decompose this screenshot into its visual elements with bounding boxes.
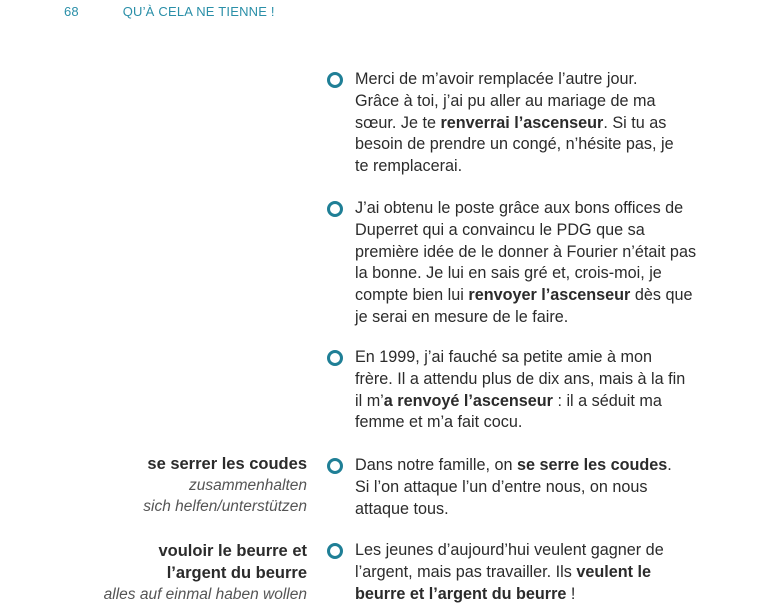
bold-expression: se serre les coudes xyxy=(516,456,668,474)
text-run: J’ai obtenu le poste grâce aux bons offices de Duperret qui a convaincu le PDG que sa première idée de le donner à Fourier n’était pas la bonne. Je lui en sais gré et, crois-moi, je compte bien lui xyxy=(355,199,697,305)
example-paragraph xyxy=(355,347,690,434)
text-run: Merci de m’avoir remplacée l’autre jour. Grâce à toi, j’ai pu aller au mariage de ma sœur. Je te xyxy=(355,70,656,132)
text-run: dès que je serai en mesure de le faire. xyxy=(355,286,693,326)
example-paragraph xyxy=(355,198,707,329)
expression-translation: alles auf einmal haben wollen xyxy=(103,586,307,603)
bold-expression: a renvoyé l’ascenseur xyxy=(383,391,553,410)
text-run: Les jeunes d’aujourd’hui veulent gagner de l’argent, mais pas travailler. Ils xyxy=(355,541,664,581)
bullet-icon xyxy=(327,350,343,366)
example-entry xyxy=(327,69,727,178)
text-run: : il a séduit ma femme et m’a fait cocu. xyxy=(355,391,662,432)
expression-term: l’argent du beurre xyxy=(166,564,307,582)
bold-expression: renverrai l’ascenseur xyxy=(440,113,604,132)
running-header xyxy=(64,4,275,19)
example-paragraph xyxy=(355,455,690,520)
bold-expression: veulent le beurre et l’argent du beurre xyxy=(355,562,651,603)
example-entry xyxy=(327,455,727,520)
chapter-title: QU’À CELA NE TIENNE ! xyxy=(122,4,275,19)
text-run: ! xyxy=(566,584,576,603)
bullet-icon xyxy=(327,543,343,559)
text-run: . Si l’on attaque l’un d’entre nous, on nous attaque tous. xyxy=(355,456,672,518)
bold-expression: renvoyer l’ascenseur xyxy=(468,286,631,305)
page-number: 68 xyxy=(64,4,79,19)
example-entry xyxy=(327,540,727,605)
bullet-icon xyxy=(327,201,343,217)
expression-block xyxy=(47,540,307,605)
bullet-icon xyxy=(327,458,343,474)
example-entry xyxy=(327,198,727,329)
expression-translation: zusammenhalten xyxy=(188,477,307,494)
bullet-icon xyxy=(327,72,343,88)
example-entry xyxy=(327,347,727,434)
text-run: En 1999, j’ai fauché sa petite amie à mon frère. Il a attendu plus de dix ans, mais à la fin il m’ xyxy=(355,348,686,410)
expression-term: vouloir le beurre et xyxy=(158,542,307,560)
text-run: . Si tu as besoin de prendre un congé, n’hésite pas, je te remplacerai. xyxy=(355,113,674,176)
expression-translation: sich helfen/unterstützen xyxy=(143,498,307,515)
example-paragraph xyxy=(355,69,685,178)
text-run: Dans notre famille, on xyxy=(355,456,517,474)
expression-block xyxy=(47,453,307,517)
expression-term: se serrer les coudes xyxy=(147,455,307,473)
example-paragraph xyxy=(355,540,685,605)
